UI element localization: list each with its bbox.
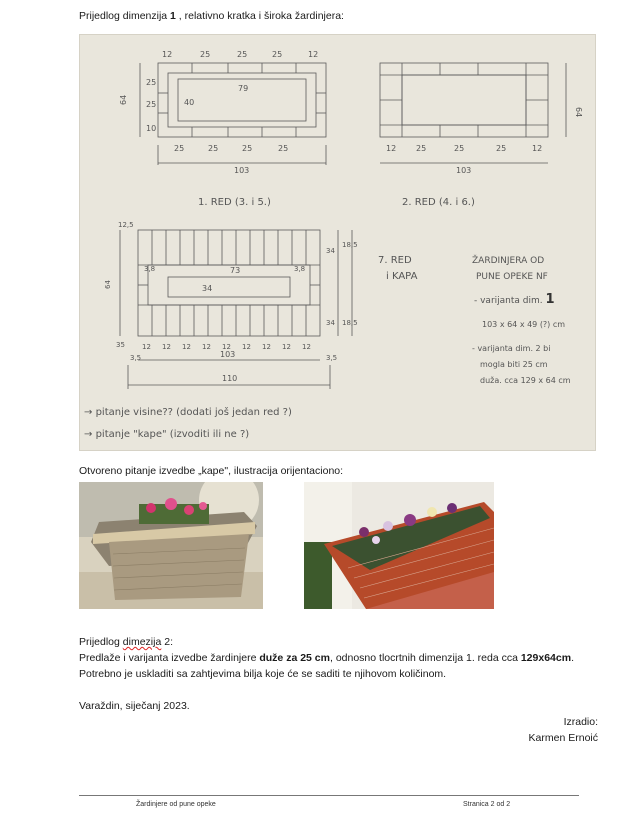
row1-dim-top-0: 12	[162, 50, 173, 59]
row1-dim-top-2: 25	[237, 50, 248, 59]
row7-outer-total: 110	[222, 374, 238, 383]
row7-label-line2: i KAPA	[386, 271, 418, 282]
proposal-label-colon: :	[170, 636, 173, 648]
row7-dim-left-1: 64	[104, 280, 112, 289]
row2-dim-right-0: 64	[574, 107, 583, 118]
proposal-label-num: 2	[161, 636, 171, 648]
row7-side-mark-1: 3,8	[294, 265, 306, 273]
intro-text	[79, 10, 344, 23]
row2-total: 103	[456, 166, 472, 175]
row7-dim-bottom-0: 12	[142, 343, 151, 351]
notes-v1-dims: 103 x 64 x 49 (?) cm	[482, 320, 566, 329]
row1-inner-width: 79	[238, 84, 249, 93]
question-2: → pitanje "kape" (izvoditi ili ne ?)	[84, 429, 250, 440]
notes-v2-line1: - varijanta dim. 2 bi	[472, 344, 551, 353]
footer-divider	[79, 795, 579, 796]
row7-overhang-right: 3,5	[326, 354, 338, 362]
intro-number: 1	[170, 10, 176, 22]
notes-v1: - varijanta dim. 1	[474, 292, 555, 307]
row1-dim-top-1: 25	[200, 50, 211, 59]
row7-dim-left-2: 35	[116, 341, 125, 349]
row7-dim-bottom-5: 12	[242, 343, 251, 351]
row1-total: 103	[234, 166, 250, 175]
proposal-label-word: dimezija	[122, 636, 162, 648]
row1-dim-bottom-0: 25	[174, 144, 185, 153]
row1-dim-left-0: 64	[119, 94, 128, 105]
row7-label-line1: 7. RED	[378, 255, 412, 266]
row1-inner-height: 40	[184, 98, 195, 107]
row2-dim-bottom-3: 25	[496, 144, 507, 153]
row7-dim-right-0: 34	[326, 247, 335, 255]
question-1: → pitanje visine?? (dodati još jedan red ?)	[84, 407, 292, 418]
proposal-line2: Potrebno je uskladiti sa zahtjevima bilja koje će se saditi te njihovom količinom.	[79, 668, 447, 680]
proposal-line1-end: .	[571, 652, 574, 664]
notes-title2: PUNE OPEKE NF	[476, 272, 548, 282]
row1-dim-bottom-1: 25	[208, 144, 219, 153]
row7-dim-bottom-3: 12	[202, 343, 211, 351]
row1-plan	[140, 63, 326, 165]
proposal-line1-mid: , odnosno tlocrtnih dimenzija 1. reda cca	[329, 652, 521, 664]
notes-v2-line1-text: varijanta dim. 2 bi	[477, 344, 551, 353]
author-role: Izradio:	[563, 716, 598, 728]
question-1-text: pitanje visine?? (dodati još jedan red ?)	[95, 407, 292, 418]
row1-dim-top-4: 12	[308, 50, 319, 59]
row2-label: 2. RED (4. i 6.)	[402, 197, 475, 208]
row7-inner-height: 34	[202, 284, 213, 293]
row7-inner-total: 103	[220, 350, 236, 359]
notes-title1: ŽARDINJERA OD	[472, 256, 545, 266]
author-name: Karmen Ernoić	[528, 732, 598, 744]
row7-overhang-left: 3,5	[130, 354, 142, 362]
notes-v2-line2: mogla biti 25 cm	[480, 360, 548, 369]
proposal-line1	[79, 652, 574, 665]
proposal-line1-bold1: duže za 25 cm	[259, 652, 330, 664]
proposal-label-prefix: Prijedlog	[79, 636, 123, 648]
proposal-line1-prefix: Predlaže i varijanta izvedbe žardinjere	[79, 652, 260, 664]
row7-dim-left-0: 12,5	[118, 221, 134, 229]
notes-v1-num: 1	[545, 292, 555, 307]
row2-dim-bottom-4: 12	[532, 144, 543, 153]
row7-dim-right-1: 18,5	[342, 241, 358, 249]
row2-dim-bottom-1: 25	[416, 144, 427, 153]
photo-stone-planter	[79, 482, 263, 609]
notes-v2-line3: duža. cca 129 x 64 cm	[480, 376, 571, 385]
row2-dim-bottom-0: 12	[386, 144, 397, 153]
row7-dim-bottom-6: 12	[262, 343, 271, 351]
row1-dim-bottom-3: 25	[278, 144, 289, 153]
row7-dim-bottom-1: 12	[162, 343, 171, 351]
row7-inner-width: 73	[230, 266, 241, 275]
row7-dim-bottom-4: 12	[222, 343, 231, 351]
intro-suffix: , relativno kratka i široka žardinjera:	[175, 10, 344, 22]
proposal-heading	[79, 636, 173, 649]
row7-dim-right-2: 34	[326, 319, 335, 327]
notes-v1-label: varijanta dim.	[480, 296, 543, 306]
intro-prefix: Prijedlog dimenzija	[79, 10, 171, 22]
footer-right: Stranica 2 od 2	[463, 801, 511, 808]
sketch-photo	[79, 34, 596, 451]
row7-dim-bottom-2: 12	[182, 343, 191, 351]
place-date: Varaždin, siječanj 2023.	[79, 700, 190, 712]
footer-left: Žardinjere od pune opeke	[136, 801, 216, 808]
row1-label: 1. RED (3. i 5.)	[198, 197, 271, 208]
row1-dim-bottom-2: 25	[242, 144, 253, 153]
row2-dim-bottom-2: 25	[454, 144, 465, 153]
photo-brick-planter	[304, 482, 494, 609]
row7-dim-bottom-7: 12	[282, 343, 291, 351]
row7-side-mark-0: 3,8	[144, 265, 156, 273]
open-question-text: Otvoreno pitanje izvedbe „kape", ilustracija orijentaciono:	[79, 465, 344, 477]
row7-plan	[120, 230, 352, 389]
row1-dim-top-3: 25	[272, 50, 283, 59]
question-2-text: pitanje "kape" (izvoditi ili ne ?)	[95, 429, 250, 440]
row7-dim-right-3: 18,5	[342, 319, 358, 327]
row7-dim-bottom-8: 12	[302, 343, 311, 351]
row1-dim-left-1: 25	[146, 78, 157, 87]
row1-dim-left-2: 25	[146, 100, 157, 109]
proposal-line1-bold2: 129x64cm	[520, 652, 572, 664]
row1-dim-left-3: 10	[146, 124, 157, 133]
